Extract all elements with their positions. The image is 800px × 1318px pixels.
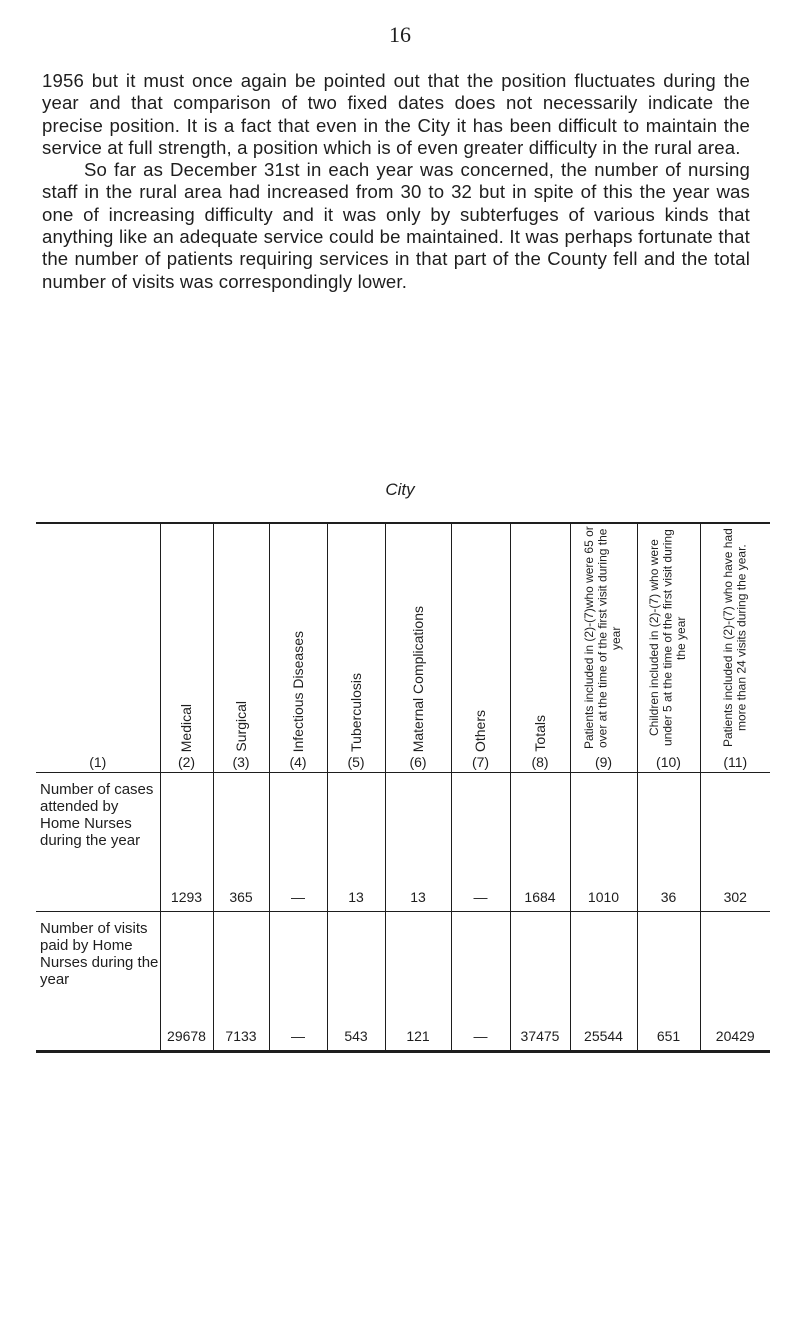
table-row-cases — [36, 773, 770, 912]
column-header-others — [451, 523, 510, 773]
column-heading: Infectious Diseases — [289, 630, 306, 752]
table-cell: 651 — [637, 912, 700, 1052]
table-cell: 365 — [213, 773, 269, 912]
column-number: (4) — [289, 754, 307, 770]
column-header-children-under-5 — [637, 523, 700, 773]
column-heading: Children included in (2)-(7) who were under 5 at the time of the first visit during the year — [647, 529, 689, 747]
column-heading: Tuberculosis — [347, 673, 364, 752]
column-header-infectious-diseases — [269, 523, 327, 773]
column-heading: Patients included in (2)-(7)who were 65 or over at the time of the first visit during the year — [582, 526, 624, 750]
column-number: (1) — [89, 754, 107, 770]
column-number: (7) — [471, 754, 490, 770]
table-cell: — — [269, 912, 327, 1052]
table-cell: 121 — [385, 912, 451, 1052]
section-title: City — [385, 480, 415, 499]
row-label: Number of cases attended by Home Nurses during the year — [36, 773, 160, 912]
table-cell: 543 — [327, 912, 385, 1052]
table-row-visits — [36, 912, 770, 1052]
table-cell: — — [269, 773, 327, 912]
column-heading: Others — [472, 709, 488, 752]
column-header-patients-65-plus — [570, 523, 637, 773]
column-header-over-24-visits — [700, 523, 770, 773]
body-text — [42, 70, 750, 293]
page-number: 16 — [389, 22, 411, 47]
table-cell: 13 — [385, 773, 451, 912]
statistics-table-container — [36, 522, 770, 1053]
home-nursing-table — [36, 522, 770, 1053]
column-number: (5) — [347, 754, 365, 770]
table-cell: 25544 — [570, 912, 637, 1052]
table-cell: 302 — [700, 773, 770, 912]
table-cell: — — [451, 773, 510, 912]
column-heading: Medical — [178, 703, 194, 752]
column-header-maternal-complications — [385, 523, 451, 773]
column-header-medical — [160, 523, 213, 773]
header-row — [36, 523, 770, 773]
table-cell: 1010 — [570, 773, 637, 912]
column-header-1 — [36, 523, 160, 773]
table-cell: 20429 — [700, 912, 770, 1052]
table-cell: — — [451, 912, 510, 1052]
column-header-totals — [510, 523, 570, 773]
paragraph-1: 1956 but it must once again be pointed out that the position fluctuates during the year and that comparison of two fixed dates does not necessarily indicate the precise position. It is a fact that even in the City it has been difficult to maintain the service at full strength, a position which is of even greater difficulty in the rural area. — [42, 70, 750, 158]
column-heading: Maternal Complications — [409, 605, 426, 752]
table-cell: 29678 — [160, 912, 213, 1052]
table-cell: 1293 — [160, 773, 213, 912]
table-cell: 13 — [327, 773, 385, 912]
column-number: (10) — [656, 754, 681, 770]
column-header-tuberculosis — [327, 523, 385, 773]
row-label: Number of visits paid by Home Nurses during the year — [36, 912, 160, 1052]
column-header-surgical — [213, 523, 269, 773]
column-number: (2) — [177, 754, 196, 770]
column-heading: Patients included in (2)-(7) who have had more than 24 visits during the year. — [720, 528, 749, 748]
table-cell: 1684 — [510, 773, 570, 912]
column-number: (11) — [723, 754, 748, 770]
table-cell: 36 — [637, 773, 700, 912]
column-heading: Totals — [531, 715, 548, 752]
table-cell: 7133 — [213, 912, 269, 1052]
column-number: (9) — [594, 754, 613, 770]
column-heading: Surgical — [232, 701, 249, 752]
column-number: (6) — [409, 754, 427, 770]
column-number: (8) — [531, 754, 549, 770]
paragraph-2: So far as December 31st in each year was concerned, the number of nursing staff in the rural area had increased from 30 to 32 but in spite of this the year was one of increasing difficulty and it was only by subterfuges of various kinds that anything like an adequate service could be maintained. It was perhaps fortunate that the number of patients requiring services in that part of the County fell and the total number of visits was correspondingly lower. — [42, 159, 750, 292]
column-number: (3) — [232, 754, 250, 770]
table-cell: 37475 — [510, 912, 570, 1052]
